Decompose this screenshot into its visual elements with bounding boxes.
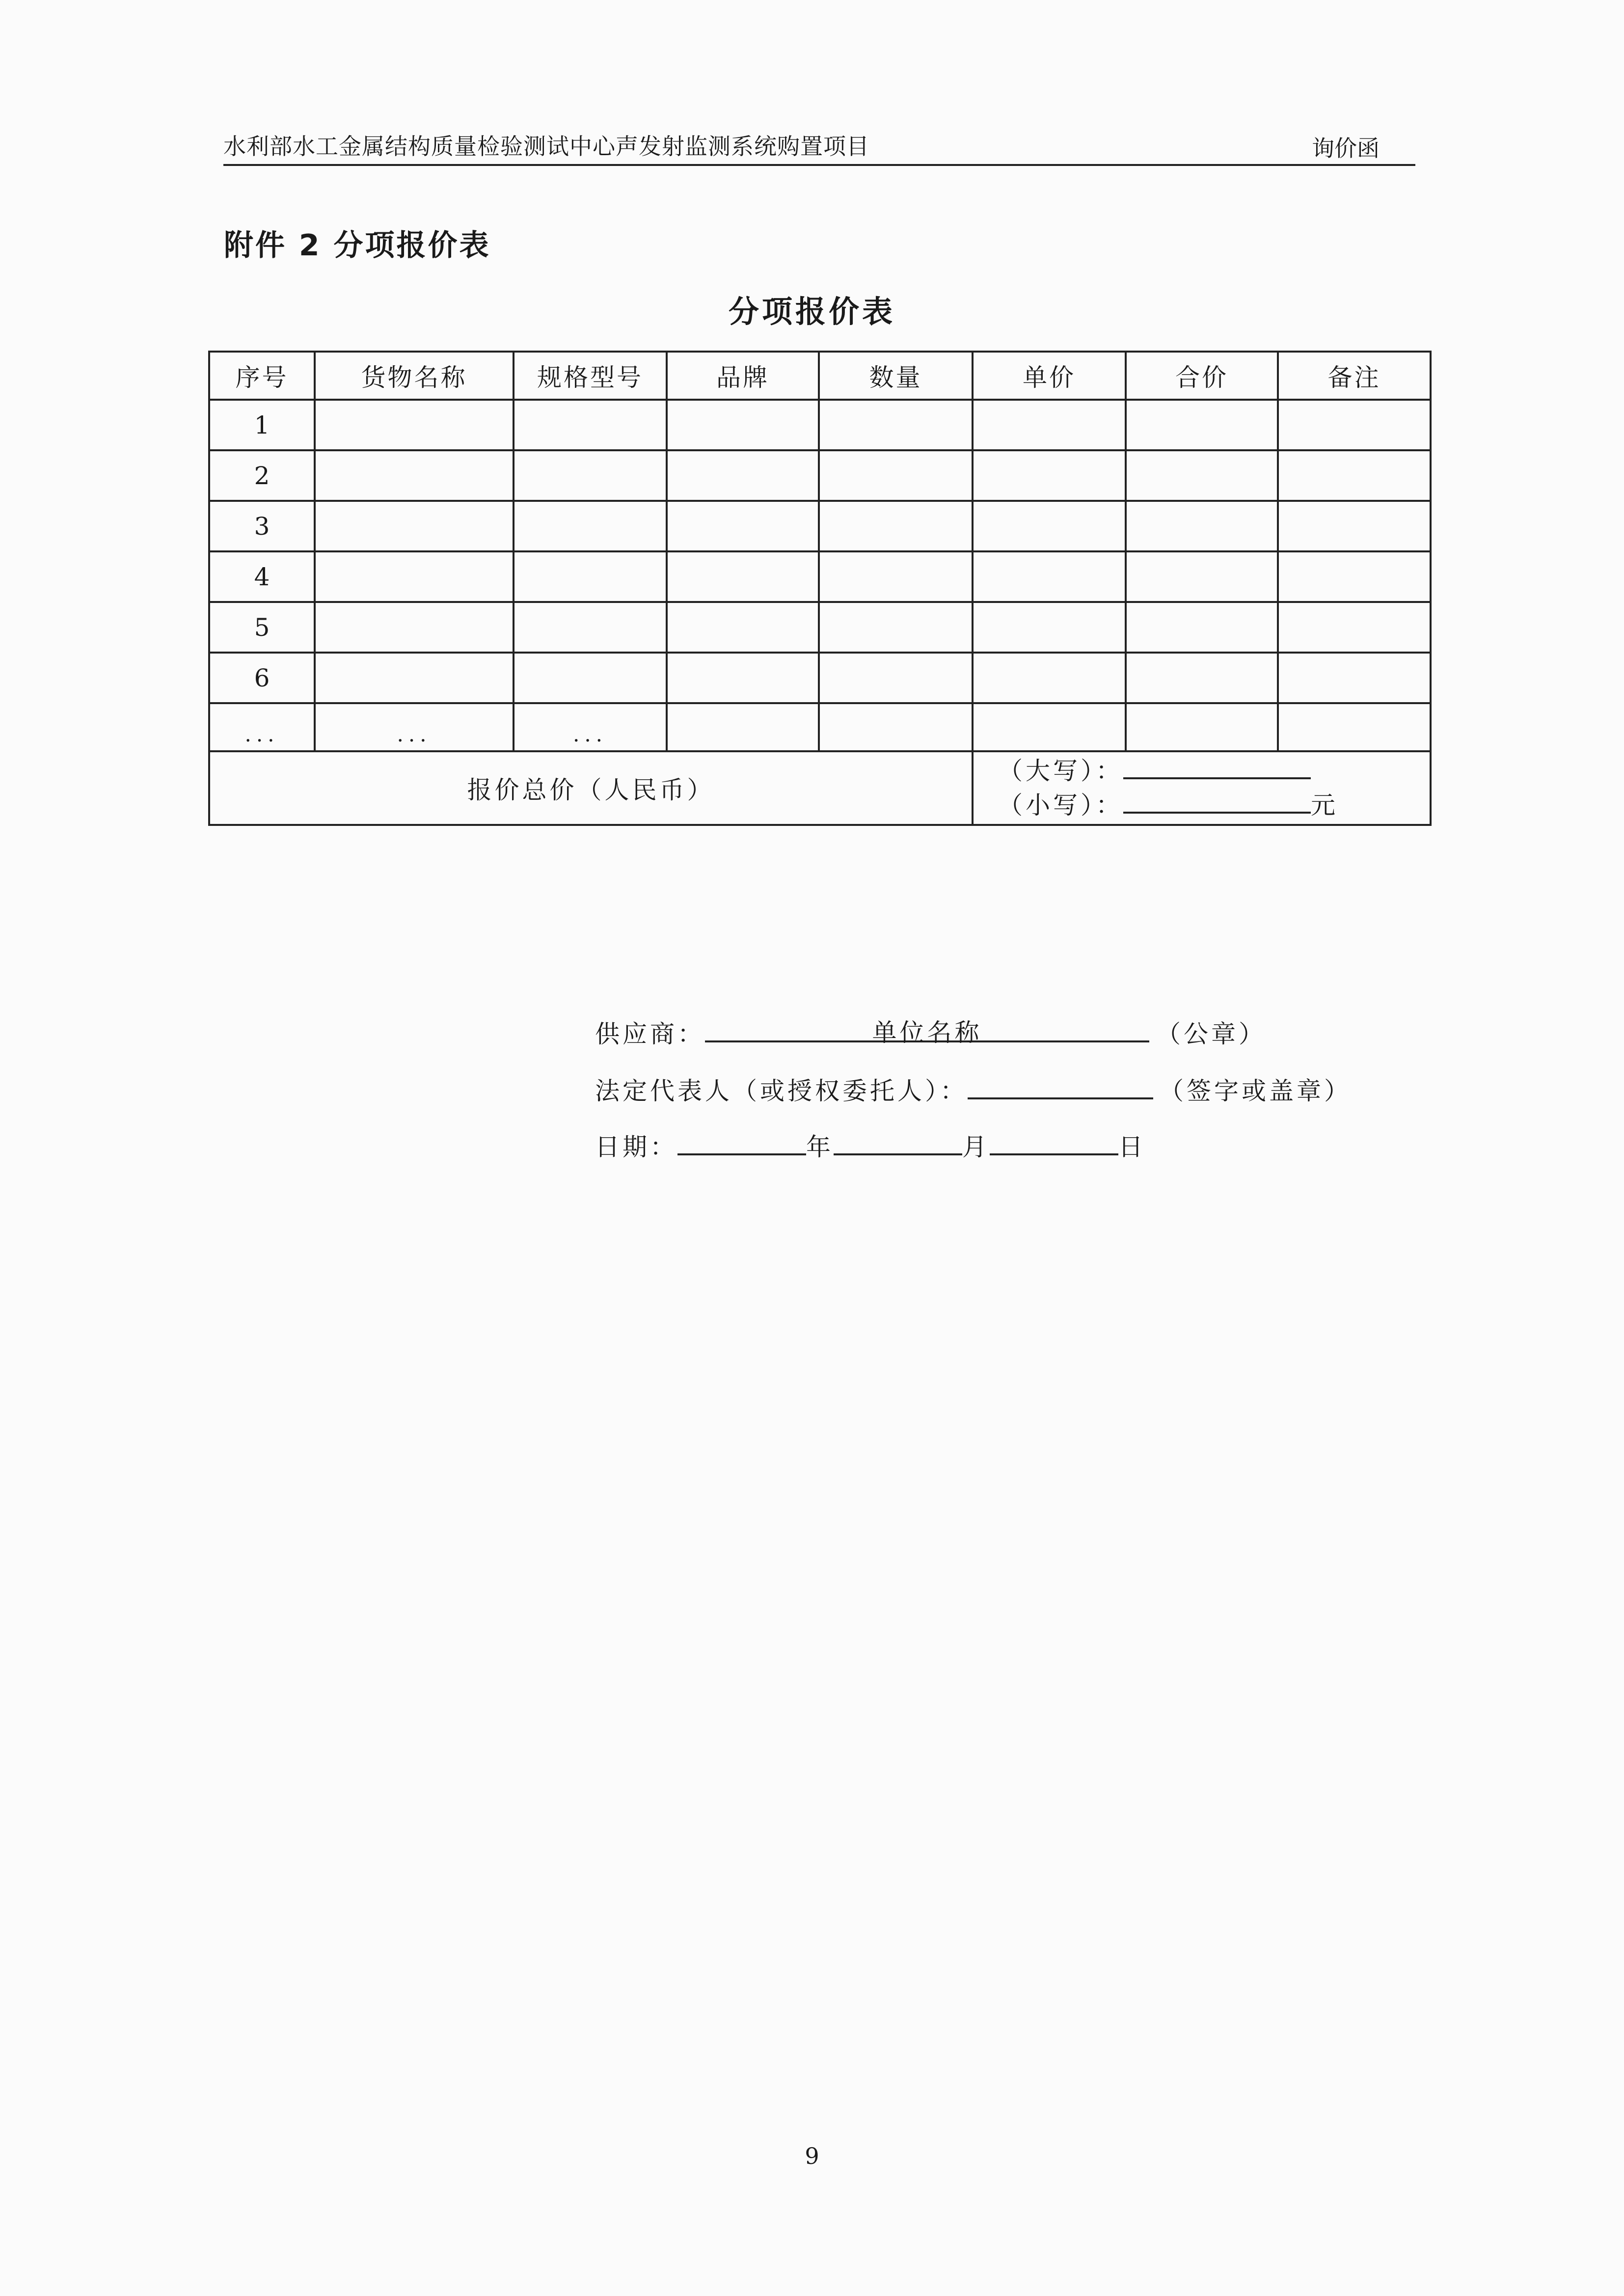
- cell: [1278, 703, 1431, 751]
- cell: [1126, 602, 1278, 653]
- cell: [667, 703, 819, 751]
- legal-rep-label: 法定代表人（或授权委托人）：: [595, 1077, 968, 1105]
- col-header-total-price: 合价: [1126, 352, 1278, 400]
- cell: [819, 602, 973, 653]
- supplier-line: [595, 1014, 1266, 1050]
- ellipsis-cell: ...: [315, 703, 514, 751]
- date-month: 月: [962, 1133, 990, 1161]
- cell: [514, 400, 667, 450]
- cell: [315, 602, 514, 653]
- row-index: 6: [209, 653, 315, 703]
- col-header-goods-name: 货物名称: [315, 352, 514, 400]
- col-header-unit-price: 单价: [973, 352, 1126, 400]
- cell: [1126, 501, 1278, 551]
- table-row-ellipsis: [209, 703, 1431, 751]
- cell: [1126, 400, 1278, 450]
- attachment-title: 附件 2 分项报价表: [224, 228, 491, 263]
- row-index: 5: [209, 602, 315, 653]
- cell: [1126, 653, 1278, 703]
- currency-unit: 元: [1311, 791, 1335, 820]
- cell: [1278, 501, 1431, 551]
- amount-uppercase-blank[interactable]: [1123, 754, 1311, 779]
- legal-rep-blank[interactable]: [968, 1074, 1153, 1099]
- cell: [315, 400, 514, 450]
- amount-lowercase-label: （小写）：: [998, 791, 1123, 820]
- cell: [819, 703, 973, 751]
- cell: [1126, 703, 1278, 751]
- col-header-quantity: 数量: [819, 352, 973, 400]
- cell: [514, 551, 667, 602]
- cell: [315, 551, 514, 602]
- col-header-remarks: 备注: [1278, 352, 1431, 400]
- date-day: 日: [1118, 1133, 1146, 1161]
- cell: [973, 551, 1126, 602]
- seal-note: （公章）: [1156, 1020, 1266, 1048]
- date-year-blank[interactable]: [677, 1130, 806, 1155]
- legal-rep-note: （签字或盖章）: [1159, 1077, 1352, 1105]
- cell: [819, 653, 973, 703]
- date-line: [595, 1127, 1146, 1163]
- table-row: [209, 501, 1431, 551]
- cell: [973, 400, 1126, 450]
- cell: [667, 602, 819, 653]
- cell: [1278, 551, 1431, 602]
- amount-uppercase-label: （大写）：: [998, 757, 1123, 785]
- cell: [973, 450, 1126, 501]
- cell: [514, 602, 667, 653]
- header-project-title: 水利部水工金属结构质量检验测试中心声发射监测系统购置项目: [223, 133, 869, 160]
- cell: [1278, 450, 1431, 501]
- row-index: 4: [209, 551, 315, 602]
- cell: [514, 501, 667, 551]
- quote-table: [208, 351, 1432, 826]
- cell: [819, 551, 973, 602]
- cell: [315, 501, 514, 551]
- total-amount-cell: [973, 751, 1431, 825]
- col-header-index: 序号: [209, 352, 315, 400]
- page-number: 9: [805, 2143, 819, 2169]
- cell: [819, 450, 973, 501]
- cell: [667, 653, 819, 703]
- cell: [514, 450, 667, 501]
- amount-lowercase-blank[interactable]: [1123, 788, 1311, 814]
- header-doc-type: 询价函: [1312, 135, 1380, 162]
- row-index: 3: [209, 501, 315, 551]
- ellipsis-cell: ...: [209, 703, 315, 751]
- cell: [315, 450, 514, 501]
- date-year: 年: [806, 1133, 834, 1161]
- table-row: [209, 400, 1431, 450]
- table-title: 分项报价表: [728, 294, 895, 329]
- cell: [1126, 450, 1278, 501]
- cell: [514, 653, 667, 703]
- supplier-value: 单位名称: [872, 1018, 982, 1047]
- table-row: [209, 551, 1431, 602]
- cell: [1278, 602, 1431, 653]
- row-index: 2: [209, 450, 315, 501]
- total-price-label: 报价总价（人民币）: [209, 751, 973, 825]
- supplier-label: 供应商：: [595, 1020, 705, 1048]
- date-label: 日期：: [595, 1133, 677, 1161]
- cell: [973, 653, 1126, 703]
- supplier-blank[interactable]: [705, 1017, 1149, 1047]
- table-row: [209, 450, 1431, 501]
- date-day-blank[interactable]: [990, 1130, 1118, 1155]
- col-header-model: 规格型号: [514, 352, 667, 400]
- cell: [667, 400, 819, 450]
- cell: [667, 501, 819, 551]
- row-index: 1: [209, 400, 315, 450]
- cell: [1126, 551, 1278, 602]
- cell: [1278, 400, 1431, 450]
- table-header-row: [209, 352, 1431, 400]
- cell: [973, 602, 1126, 653]
- table-row: [209, 653, 1431, 703]
- cell: [667, 551, 819, 602]
- cell: [819, 400, 973, 450]
- date-month-blank[interactable]: [834, 1130, 962, 1155]
- cell: [315, 653, 514, 703]
- col-header-brand: 品牌: [667, 352, 819, 400]
- cell: [667, 450, 819, 501]
- cell: [973, 703, 1126, 751]
- header-rule: [223, 164, 1415, 166]
- table-row: [209, 602, 1431, 653]
- legal-rep-line: [595, 1071, 1352, 1107]
- cell: [973, 501, 1126, 551]
- amount-lowercase-line: [998, 788, 1430, 822]
- table-total-row: [209, 751, 1431, 825]
- ellipsis-cell: ...: [514, 703, 667, 751]
- cell: [819, 501, 973, 551]
- amount-uppercase-line: [998, 754, 1430, 788]
- cell: [1278, 653, 1431, 703]
